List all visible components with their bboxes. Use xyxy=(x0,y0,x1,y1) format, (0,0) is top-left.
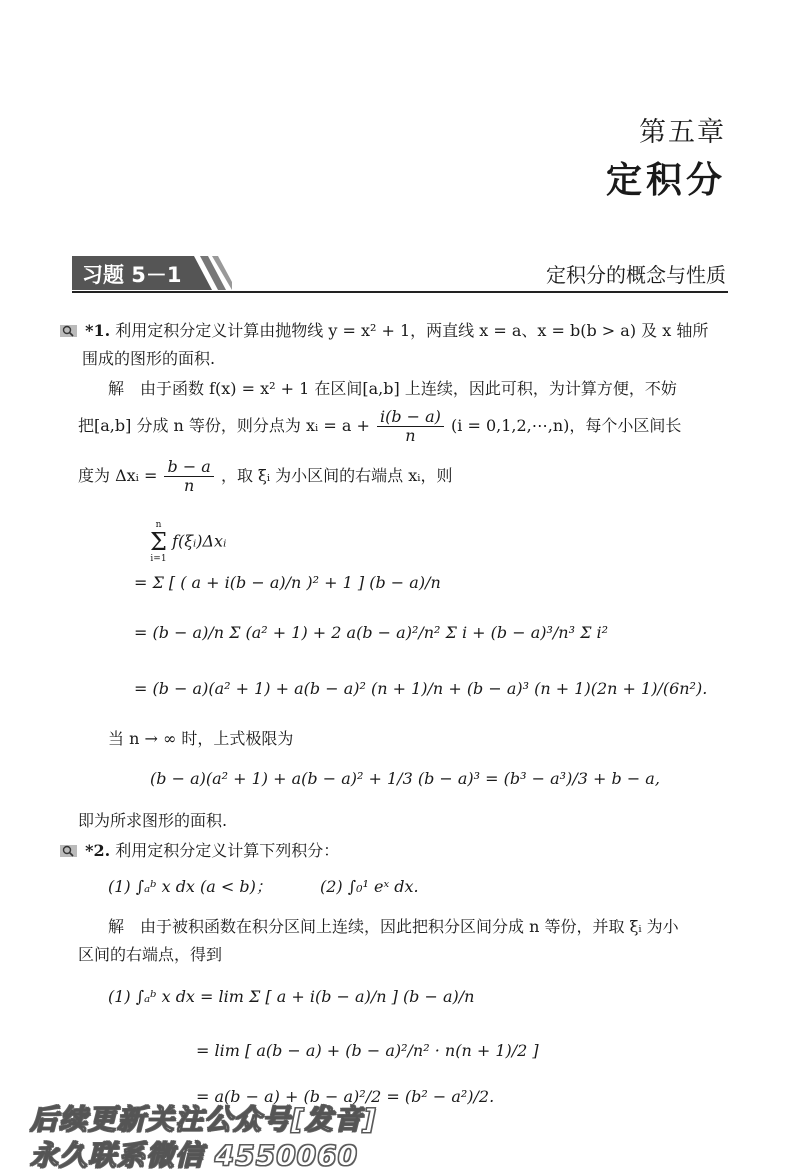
fraction: $\frac{i(b - a)}{n}$ xyxy=(377,408,444,445)
equation-step-3: = (b − a)(a² + 1) + a(b − a)² (n + 1)/n + (b − a)³ (n + 1)(2n + 1)/(6n²). xyxy=(134,679,708,698)
equation-step-2: = (b − a)/n Σ (a² + 1) + 2 a(b − a)²/n² Σ i + (b − a)³/n³ Σ i² xyxy=(134,623,609,642)
section-label: 习题 5－1 xyxy=(82,263,182,287)
problem-2-number: *2. xyxy=(85,841,111,860)
problem-1-conclusion: 即为所求图形的面积. xyxy=(78,811,228,830)
problem-1-solution-line3 xyxy=(78,458,452,495)
magnifier-icon xyxy=(60,322,78,336)
chapter-number: 第五章 xyxy=(639,117,726,148)
solution-text: 把[a,b] 分成 n 等份，则分点为 xᵢ = a + xyxy=(78,416,370,435)
solution-text: (i = 0,1,2,⋯,n)，每个小区间长 xyxy=(451,416,682,435)
problem-1-solution-line2 xyxy=(78,408,681,445)
problem-2-equation-2: = lim [ a(b − a) + (b − a)²/n² · n(n + 1)/2 ] xyxy=(196,1041,539,1060)
chapter-title: 定积分 xyxy=(605,160,726,201)
section-rule xyxy=(72,291,728,293)
section-topic: 定积分的概念与性质 xyxy=(546,263,726,287)
problem-2-equation-3: = a(b − a) + (b − a)²/2 = (b² − a²)/2. xyxy=(196,1087,495,1106)
problem-1-number: *1. xyxy=(85,321,111,340)
watermark-line1: 后续更新关注公众号[发音] xyxy=(30,1103,377,1136)
problem-1-solution-line1: 解 由于函数 f(x) = x² + 1 在区间[a,b] 上连续，因此可积，为计算方便，不妨 xyxy=(108,379,677,398)
sum-symbol: n Σ i=1 xyxy=(150,520,167,564)
problem-2-part2: (2) ∫₀¹ eˣ dx. xyxy=(320,877,419,896)
limit-equation: (b − a)(a² + 1) + a(b − a)² + 1/3 (b − a)³ = (b³ − a³)/3 + b − a, xyxy=(150,769,660,788)
solution-text: ，取 ξᵢ 为小区间的右端点 xᵢ，则 xyxy=(220,466,453,485)
problem-2-equation-1: (1) ∫ₐᵇ x dx = lim Σ [ a + i(b − a)/n ] (b − a)/n xyxy=(108,987,475,1006)
problem-2-part1: (1) ∫ₐᵇ x dx (a < b)； xyxy=(108,877,272,896)
problem-2-text: 利用定积分定义计算下列积分： xyxy=(115,841,340,860)
fraction: $\frac{b - a}{n}$ xyxy=(164,458,213,495)
problem-2-statement xyxy=(60,840,339,862)
problem-2-solution-line2: 区间的右端点，得到 xyxy=(78,945,223,964)
problem-1-text-line1: 利用定积分定义计算由抛物线 y = x² + 1，两直线 x = a、x = b(b > a) 及 x 轴所 xyxy=(115,321,709,340)
equation-step-1: = Σ [ ( a + i(b − a)/n )² + 1 ] (b − a)/n xyxy=(134,573,441,592)
equation-sum-line: n Σ i=1 f(ξᵢ)Δxᵢ xyxy=(150,520,227,564)
watermark-line2: 永久联系微信 4550060 xyxy=(30,1139,359,1172)
problem-2-solution-line1: 解 由于被积函数在积分区间上连续，因此把积分区间分成 n 等份，并取 ξᵢ 为小 xyxy=(108,917,679,936)
problem-1-statement xyxy=(60,320,708,342)
magnifier-icon xyxy=(60,842,78,856)
problem-1-text-line2: 围成的图形的面积. xyxy=(82,349,216,368)
limit-intro: 当 n → ∞ 时，上式极限为 xyxy=(108,729,294,748)
solution-text: 度为 Δxᵢ = xyxy=(78,466,158,485)
